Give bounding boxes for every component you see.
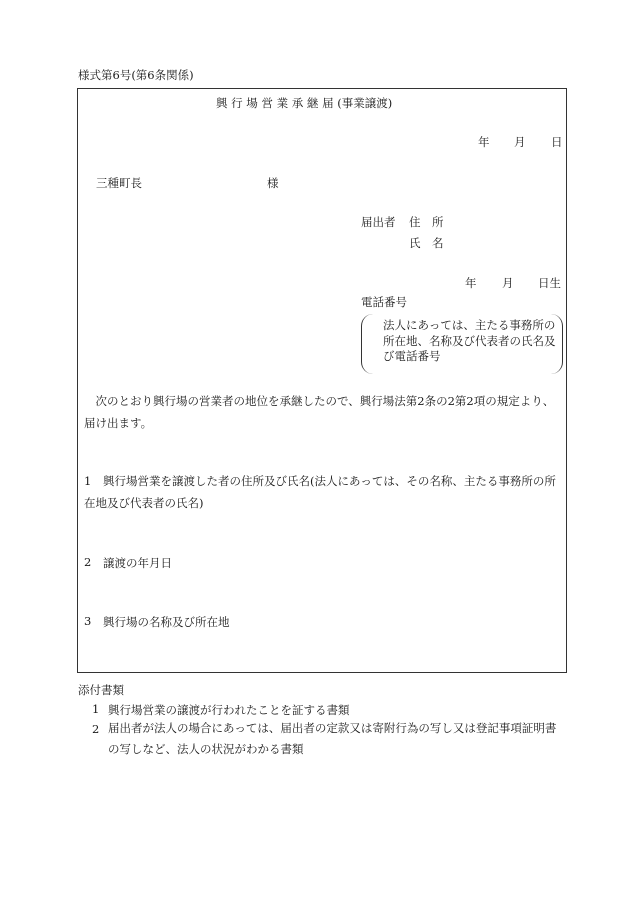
name-label: 氏 名 xyxy=(409,236,444,250)
attachment-1-number: 1 xyxy=(92,702,100,716)
address-label: 住 所 xyxy=(409,215,444,229)
birth-day-label: 日生 xyxy=(538,276,561,290)
birth-year-label: 年 xyxy=(465,276,477,290)
item-3-number: 3 xyxy=(84,614,92,628)
item-1-text: 興行場営業を譲渡した者の住所及び氏名(法人にあっては、その名称、主たる事務所の所在地及び代表者の氏名) xyxy=(84,474,556,510)
date-year-label: 年 xyxy=(478,135,490,149)
corporate-note: 法人にあっては、主たる事務所の所在地、名称及び代表者の氏名及び電話番号 xyxy=(383,318,556,363)
item-1-number: 1 xyxy=(84,474,92,488)
phone-label: 電話番号 xyxy=(361,295,407,309)
date-day-label: 日 xyxy=(551,135,563,149)
attachment-1-text: 興行場営業の譲渡が行われたことを証する書類 xyxy=(108,703,350,717)
item-3-text: 興行場の名称及び所在地 xyxy=(103,615,230,629)
attachments-heading: 添付書類 xyxy=(78,683,124,697)
addressee-name: 三種町長 xyxy=(96,176,142,190)
item-2-text: 譲渡の年月日 xyxy=(103,556,172,570)
birth-month-label: 月 xyxy=(502,276,514,290)
addressee-honorific: 様 xyxy=(267,176,279,190)
attachment-2-number: 2 xyxy=(92,722,100,736)
item-2-number: 2 xyxy=(84,555,92,569)
date-month-label: 月 xyxy=(514,135,526,149)
form-title: 興 行 場 営 業 承 継 届 (事業譲渡) xyxy=(216,96,393,110)
applicant-label: 届出者 xyxy=(361,215,396,229)
statement-text: 次のとおり興行場の営業者の地位を承継したので、興行場法第2条の2第2項の規定より、届け出ます。 xyxy=(84,394,555,430)
form-number: 様式第6号(第6条関係) xyxy=(78,68,194,82)
notification-form xyxy=(77,88,567,673)
attachment-2-text: 届出者が法人の場合にあっては、届出者の定款又は寄附行為の写し又は登記事項証明書の写しなど、法人の状況がわかる書類 xyxy=(108,721,557,756)
